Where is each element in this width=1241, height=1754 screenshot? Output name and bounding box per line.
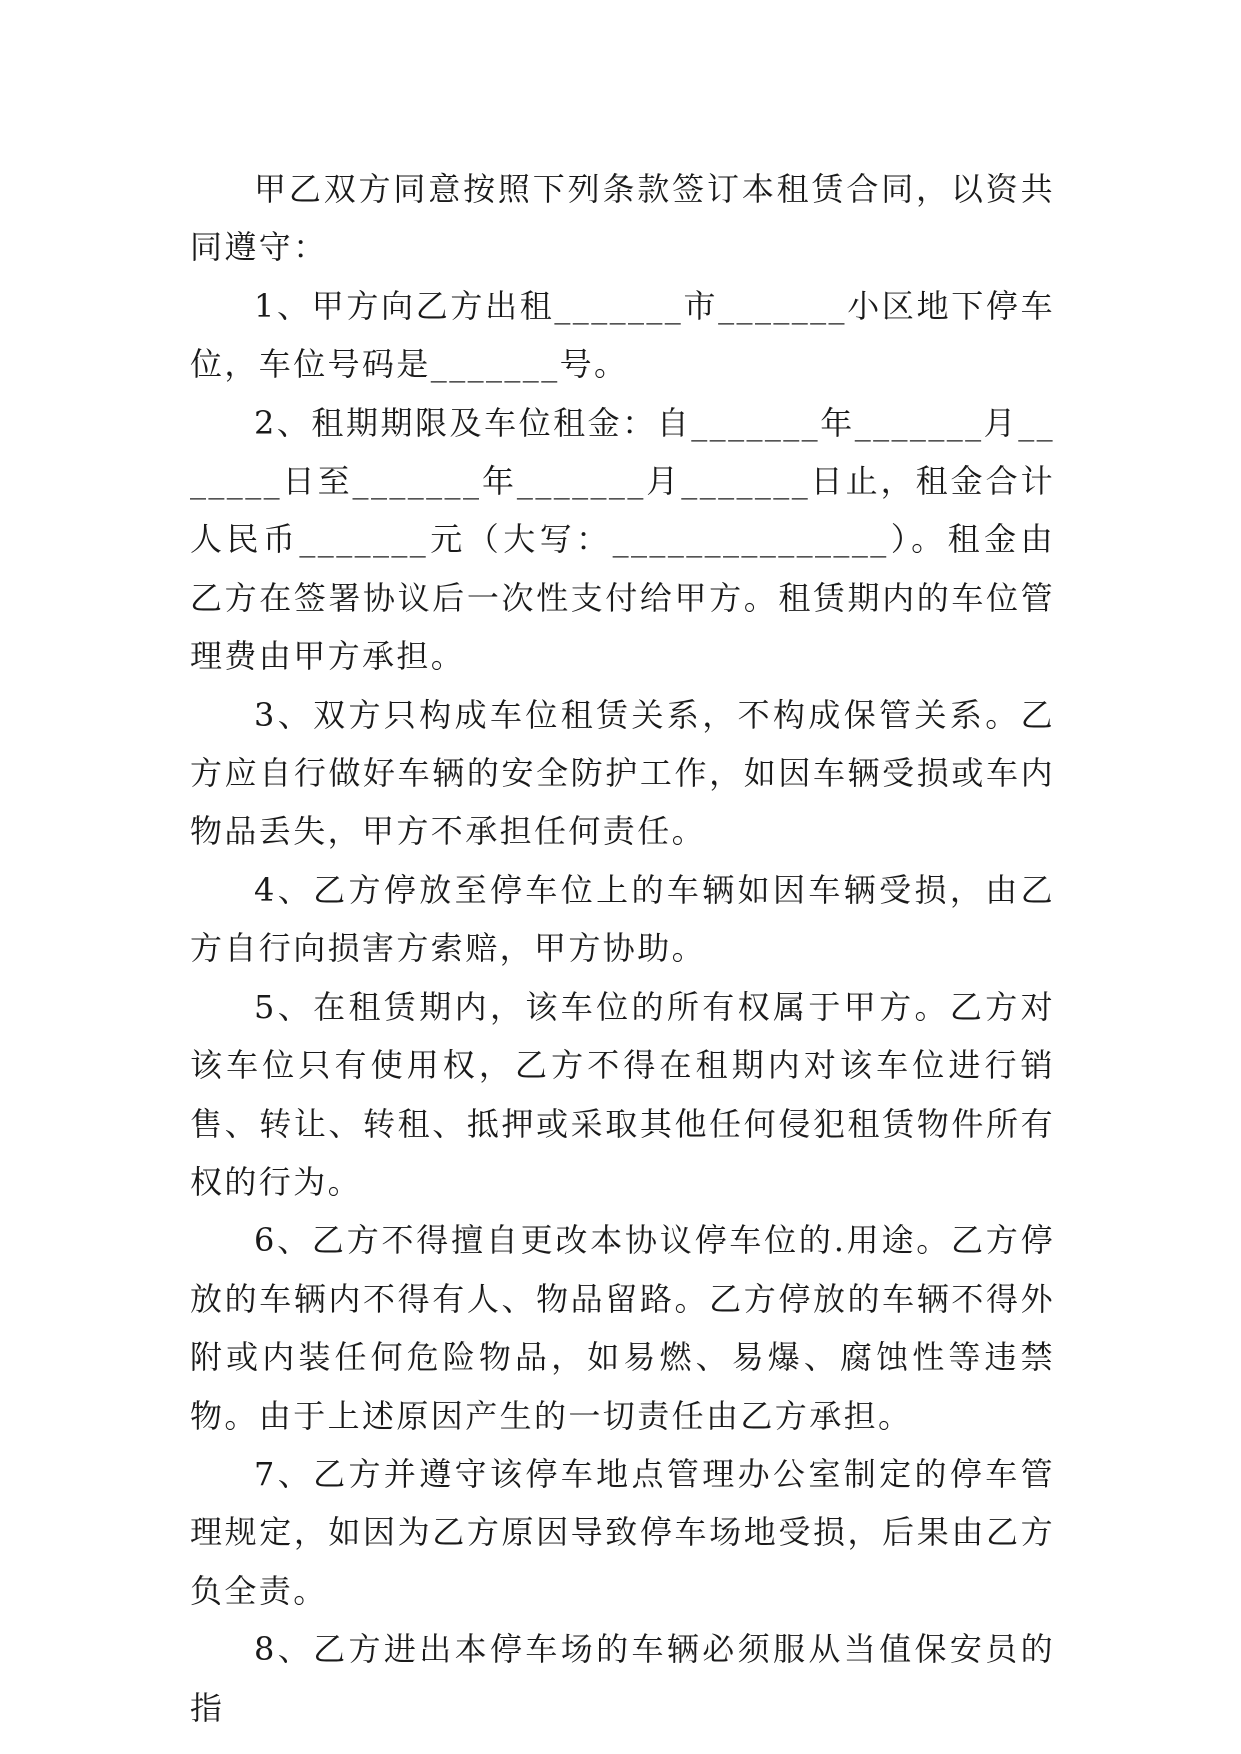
paragraph-intro: 甲乙双方同意按照下列条款签订本租赁合同，以资共同遵守： — [190, 170, 1055, 267]
contract-body — [190, 160, 1055, 1737]
paragraph-clause-4: 4、乙方停放至停车位上的车辆如因车辆受损，由乙方自行向损害方索赔，甲方协助。 — [190, 870, 1055, 968]
paragraph-clause-2: 2、租期期限及车位租金：自_______年_______月_______日至_______年_______月_______日止，租金合计人民币_______元（大写：_______________）。租金由乙方在签署协议后一次性支付给甲方。租赁期内的车位管理费由甲方承担。 — [190, 403, 1055, 676]
paragraph-clause-6: 6、乙方不得擅自更改本协议停车位的.用途。乙方停放的车辆内不得有人、物品留路。乙方停放的车辆不得外附或内装任何危险物品，如易燃、易爆、腐蚀性等违禁物。由于上述原因产生的一切责任由乙方承担。 — [190, 1221, 1055, 1435]
paragraph-clause-5: 5、在租赁期内，该车位的所有权属于甲方。乙方对该车位只有使用权，乙方不得在租期内对该车位进行销售、转让、转租、抵押或采取其他任何侵犯租赁物件所有权的行为。 — [190, 987, 1055, 1201]
paragraph-clause-8: 8、乙方进出本停车场的车辆必须服从当值保安员的指 — [190, 1630, 1055, 1727]
paragraph-clause-7: 7、乙方并遵守该停车地点管理办公室制定的停车管理规定，如因为乙方原因导致停车场地受损，后果由乙方负全责。 — [190, 1454, 1055, 1610]
paragraph-clause-3: 3、双方只构成车位租赁关系，不构成保管关系。乙方应自行做好车辆的安全防护工作，如因车辆受损或车内物品丢失，甲方不承担任何责任。 — [190, 695, 1055, 851]
paragraph-clause-1: 1、甲方向乙方出租_______市_______小区地下停车位，车位号码是_______号。 — [190, 286, 1055, 384]
